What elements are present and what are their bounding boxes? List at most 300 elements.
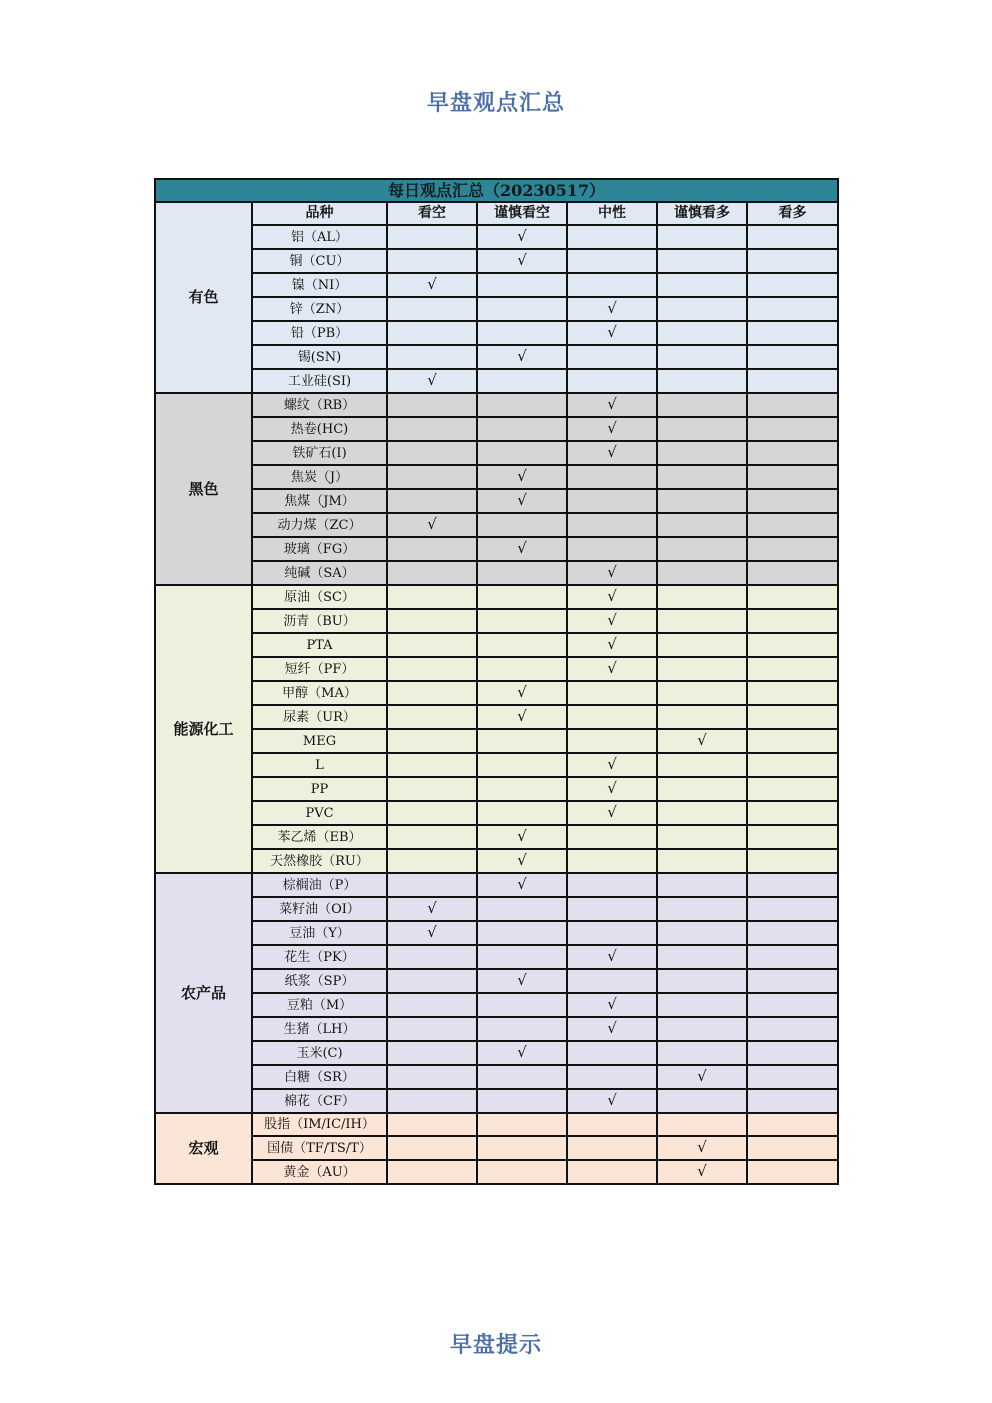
view-cell bbox=[477, 969, 567, 993]
view-cell bbox=[567, 489, 657, 513]
table-row bbox=[155, 1089, 838, 1113]
commodity-name: 焦煤（JM） bbox=[252, 489, 387, 513]
table-row bbox=[155, 321, 838, 345]
check-mark-icon: √ bbox=[607, 779, 617, 797]
view-cell bbox=[657, 921, 747, 945]
commodity-name: 工业硅(SI) bbox=[252, 369, 387, 393]
table-row bbox=[155, 993, 838, 1017]
view-cell bbox=[747, 969, 838, 993]
check-mark-icon: √ bbox=[517, 491, 527, 509]
view-cell bbox=[387, 537, 477, 561]
view-cell bbox=[657, 585, 747, 609]
view-cell bbox=[657, 705, 747, 729]
view-cell bbox=[747, 345, 838, 369]
view-cell bbox=[657, 1041, 747, 1065]
category-cell: 能源化工 bbox=[155, 585, 252, 873]
view-cell bbox=[657, 849, 747, 873]
view-cell bbox=[657, 729, 747, 753]
category-cell: 黑色 bbox=[155, 393, 252, 585]
table-row bbox=[155, 1017, 838, 1041]
column-header: 中性 bbox=[567, 202, 657, 225]
view-cell bbox=[477, 585, 567, 609]
commodity-name: 生猪（LH） bbox=[252, 1017, 387, 1041]
table-row bbox=[155, 1065, 838, 1089]
view-cell bbox=[747, 1065, 838, 1089]
view-cell bbox=[657, 1113, 747, 1136]
commodity-name: 天然橡胶（RU） bbox=[252, 849, 387, 873]
view-cell bbox=[477, 537, 567, 561]
check-mark-icon: √ bbox=[517, 971, 527, 989]
view-cell bbox=[657, 993, 747, 1017]
table-row bbox=[155, 441, 838, 465]
view-cell bbox=[477, 1065, 567, 1089]
view-cell bbox=[567, 369, 657, 393]
table-row bbox=[155, 729, 838, 753]
table-row bbox=[155, 225, 838, 249]
view-cell bbox=[567, 273, 657, 297]
check-mark-icon: √ bbox=[517, 851, 527, 869]
view-cell bbox=[747, 681, 838, 705]
column-header: 谨慎看空 bbox=[477, 202, 567, 225]
view-cell bbox=[657, 1065, 747, 1089]
view-cell bbox=[477, 441, 567, 465]
table-row bbox=[155, 681, 838, 705]
check-mark-icon: √ bbox=[607, 395, 617, 413]
view-cell bbox=[747, 489, 838, 513]
view-cell bbox=[387, 273, 477, 297]
commodity-name: 玻璃（FG） bbox=[252, 537, 387, 561]
commodity-name: 棉花（CF） bbox=[252, 1089, 387, 1113]
commodity-name: 螺纹（RB） bbox=[252, 393, 387, 417]
view-cell bbox=[477, 393, 567, 417]
view-cell bbox=[477, 489, 567, 513]
view-cell bbox=[567, 825, 657, 849]
view-cell bbox=[657, 1160, 747, 1184]
view-cell bbox=[657, 465, 747, 489]
check-mark-icon: √ bbox=[607, 587, 617, 605]
commodity-name: 锌（ZN） bbox=[252, 297, 387, 321]
view-cell bbox=[747, 849, 838, 873]
view-cell bbox=[657, 969, 747, 993]
view-cell bbox=[477, 369, 567, 393]
view-cell bbox=[387, 465, 477, 489]
view-cell bbox=[387, 1041, 477, 1065]
view-cell bbox=[747, 1041, 838, 1065]
view-cell bbox=[477, 225, 567, 249]
view-cell bbox=[567, 1160, 657, 1184]
view-cell bbox=[657, 753, 747, 777]
view-cell bbox=[747, 729, 838, 753]
view-cell bbox=[387, 609, 477, 633]
commodity-name: 国债（TF/TS/T） bbox=[252, 1136, 387, 1160]
view-cell bbox=[657, 369, 747, 393]
view-cell bbox=[657, 273, 747, 297]
check-mark-icon: √ bbox=[697, 1138, 707, 1156]
view-cell bbox=[477, 681, 567, 705]
view-cell bbox=[567, 633, 657, 657]
view-cell bbox=[567, 513, 657, 537]
view-cell bbox=[387, 969, 477, 993]
view-cell bbox=[657, 777, 747, 801]
view-cell bbox=[567, 537, 657, 561]
view-cell bbox=[747, 753, 838, 777]
table-row bbox=[155, 753, 838, 777]
view-cell bbox=[387, 369, 477, 393]
view-cell bbox=[747, 537, 838, 561]
view-cell bbox=[657, 657, 747, 681]
table-row bbox=[155, 777, 838, 801]
table-row bbox=[155, 297, 838, 321]
check-mark-icon: √ bbox=[517, 467, 527, 485]
view-cell bbox=[387, 297, 477, 321]
commodity-name: 锡(SN) bbox=[252, 345, 387, 369]
view-cell bbox=[567, 393, 657, 417]
view-cell bbox=[657, 825, 747, 849]
check-mark-icon: √ bbox=[517, 251, 527, 269]
table-row bbox=[155, 633, 838, 657]
view-cell bbox=[747, 1160, 838, 1184]
view-cell bbox=[747, 1136, 838, 1160]
table-row bbox=[155, 537, 838, 561]
check-mark-icon: √ bbox=[607, 443, 617, 461]
view-cell bbox=[477, 801, 567, 825]
view-cell bbox=[387, 393, 477, 417]
view-cell bbox=[567, 321, 657, 345]
commodity-name: PVC bbox=[252, 801, 387, 825]
table-row bbox=[155, 273, 838, 297]
view-cell bbox=[477, 633, 567, 657]
view-cell bbox=[567, 1065, 657, 1089]
category-cell: 农产品 bbox=[155, 873, 252, 1113]
view-cell bbox=[567, 777, 657, 801]
view-cell bbox=[387, 417, 477, 441]
view-cell bbox=[387, 249, 477, 273]
commodity-name: PTA bbox=[252, 633, 387, 657]
view-cell bbox=[477, 345, 567, 369]
table-row bbox=[155, 249, 838, 273]
view-cell bbox=[747, 777, 838, 801]
view-cell bbox=[477, 657, 567, 681]
view-cell bbox=[567, 561, 657, 585]
view-cell bbox=[477, 273, 567, 297]
table-row bbox=[155, 825, 838, 849]
view-cell bbox=[657, 1089, 747, 1113]
table-row bbox=[155, 489, 838, 513]
view-cell bbox=[477, 921, 567, 945]
view-cell bbox=[387, 513, 477, 537]
view-cell bbox=[477, 561, 567, 585]
check-mark-icon: √ bbox=[607, 947, 617, 965]
view-cell bbox=[657, 537, 747, 561]
view-cell bbox=[567, 345, 657, 369]
check-mark-icon: √ bbox=[427, 515, 437, 533]
table-row bbox=[155, 897, 838, 921]
view-cell bbox=[657, 441, 747, 465]
header-row bbox=[155, 202, 838, 225]
view-cell bbox=[477, 849, 567, 873]
view-cell bbox=[657, 513, 747, 537]
view-cell bbox=[477, 249, 567, 273]
view-cell bbox=[477, 513, 567, 537]
view-cell bbox=[747, 249, 838, 273]
commodity-name: 豆油（Y） bbox=[252, 921, 387, 945]
view-cell bbox=[567, 729, 657, 753]
view-cell bbox=[477, 993, 567, 1017]
commodity-name: 豆粕（M） bbox=[252, 993, 387, 1017]
table-row bbox=[155, 1113, 838, 1136]
view-cell bbox=[747, 1017, 838, 1041]
check-mark-icon: √ bbox=[607, 419, 617, 437]
view-cell bbox=[477, 609, 567, 633]
page-title: 早盘观点汇总 bbox=[426, 91, 565, 116]
view-cell bbox=[477, 825, 567, 849]
view-cell bbox=[567, 441, 657, 465]
check-mark-icon: √ bbox=[607, 803, 617, 821]
view-cell bbox=[387, 441, 477, 465]
table-title: 每日观点汇总（20230517） bbox=[155, 179, 838, 202]
view-cell bbox=[657, 945, 747, 969]
commodity-name: 苯乙烯（EB） bbox=[252, 825, 387, 849]
commodity-name: 玉米(C) bbox=[252, 1041, 387, 1065]
view-cell bbox=[387, 945, 477, 969]
check-mark-icon: √ bbox=[607, 995, 617, 1013]
view-cell bbox=[747, 705, 838, 729]
view-cell bbox=[657, 417, 747, 441]
commodity-name: 股指（IM/IC/IH） bbox=[252, 1113, 387, 1136]
check-mark-icon: √ bbox=[427, 923, 437, 941]
view-cell bbox=[387, 1160, 477, 1184]
view-cell bbox=[657, 297, 747, 321]
view-cell bbox=[387, 321, 477, 345]
view-cell bbox=[657, 225, 747, 249]
table-row bbox=[155, 465, 838, 489]
daily-view-summary-table bbox=[154, 178, 839, 1185]
view-cell bbox=[387, 1089, 477, 1113]
view-cell bbox=[747, 417, 838, 441]
table-row bbox=[155, 393, 838, 417]
section-title: 早盘提示 bbox=[449, 1333, 542, 1358]
view-cell bbox=[387, 897, 477, 921]
view-cell bbox=[567, 1113, 657, 1136]
check-mark-icon: √ bbox=[517, 539, 527, 557]
commodity-name: 甲醇（MA） bbox=[252, 681, 387, 705]
view-cell bbox=[747, 993, 838, 1017]
view-cell bbox=[747, 657, 838, 681]
view-cell bbox=[747, 825, 838, 849]
view-cell bbox=[567, 897, 657, 921]
table-row bbox=[155, 1041, 838, 1065]
view-cell bbox=[567, 993, 657, 1017]
commodity-name: 原油（SC） bbox=[252, 585, 387, 609]
view-cell bbox=[747, 561, 838, 585]
commodity-name: 铁矿石(I) bbox=[252, 441, 387, 465]
view-cell bbox=[747, 465, 838, 489]
view-cell bbox=[387, 633, 477, 657]
view-cell bbox=[747, 441, 838, 465]
category-cell: 宏观 bbox=[155, 1113, 252, 1184]
view-cell bbox=[477, 777, 567, 801]
check-mark-icon: √ bbox=[517, 1043, 527, 1061]
view-cell bbox=[657, 1017, 747, 1041]
view-cell bbox=[747, 297, 838, 321]
table-row bbox=[155, 657, 838, 681]
commodity-name: 短纤（PF） bbox=[252, 657, 387, 681]
commodity-name: 菜籽油（OI） bbox=[252, 897, 387, 921]
table-row bbox=[155, 1136, 838, 1160]
view-cell bbox=[657, 561, 747, 585]
view-cell bbox=[567, 585, 657, 609]
table-row bbox=[155, 345, 838, 369]
table-row bbox=[155, 849, 838, 873]
view-cell bbox=[387, 225, 477, 249]
view-cell bbox=[387, 345, 477, 369]
view-cell bbox=[387, 1136, 477, 1160]
view-cell bbox=[747, 369, 838, 393]
table-body bbox=[155, 202, 838, 1184]
view-cell bbox=[567, 801, 657, 825]
view-cell bbox=[747, 633, 838, 657]
commodity-name: 白糖（SR） bbox=[252, 1065, 387, 1089]
view-cell bbox=[387, 489, 477, 513]
category-cell: 有色 bbox=[155, 202, 252, 393]
view-cell bbox=[387, 993, 477, 1017]
view-cell bbox=[567, 873, 657, 897]
view-cell bbox=[747, 801, 838, 825]
check-mark-icon: √ bbox=[607, 299, 617, 317]
view-cell bbox=[657, 321, 747, 345]
column-header: 品种 bbox=[252, 202, 387, 225]
view-cell bbox=[477, 729, 567, 753]
view-cell bbox=[567, 225, 657, 249]
view-cell bbox=[387, 705, 477, 729]
view-cell bbox=[657, 897, 747, 921]
view-cell bbox=[657, 801, 747, 825]
table-row bbox=[155, 921, 838, 945]
view-cell bbox=[657, 873, 747, 897]
view-cell bbox=[477, 1136, 567, 1160]
check-mark-icon: √ bbox=[607, 1091, 617, 1109]
commodity-name: 铜（CU） bbox=[252, 249, 387, 273]
check-mark-icon: √ bbox=[607, 563, 617, 581]
commodity-name: 纯碱（SA） bbox=[252, 561, 387, 585]
view-cell bbox=[477, 705, 567, 729]
view-cell bbox=[387, 753, 477, 777]
table-row bbox=[155, 369, 838, 393]
view-cell bbox=[657, 345, 747, 369]
check-mark-icon: √ bbox=[427, 275, 437, 293]
commodity-name: 棕榈油（P） bbox=[252, 873, 387, 897]
column-header: 谨慎看多 bbox=[657, 202, 747, 225]
view-cell bbox=[477, 1089, 567, 1113]
view-cell bbox=[657, 633, 747, 657]
view-cell bbox=[387, 1065, 477, 1089]
check-mark-icon: √ bbox=[427, 371, 437, 389]
view-cell bbox=[387, 801, 477, 825]
view-cell bbox=[387, 873, 477, 897]
view-cell bbox=[387, 1017, 477, 1041]
table-row bbox=[155, 969, 838, 993]
commodity-name: 焦炭（J） bbox=[252, 465, 387, 489]
check-mark-icon: √ bbox=[517, 347, 527, 365]
commodity-name: PP bbox=[252, 777, 387, 801]
check-mark-icon: √ bbox=[607, 755, 617, 773]
view-cell bbox=[567, 249, 657, 273]
view-cell bbox=[657, 489, 747, 513]
commodity-name: 花生（PK） bbox=[252, 945, 387, 969]
check-mark-icon: √ bbox=[607, 1019, 617, 1037]
view-cell bbox=[477, 1017, 567, 1041]
view-cell bbox=[747, 873, 838, 897]
check-mark-icon: √ bbox=[517, 875, 527, 893]
view-cell bbox=[747, 1089, 838, 1113]
commodity-name: 尿素（UR） bbox=[252, 705, 387, 729]
view-cell bbox=[387, 1113, 477, 1136]
view-cell bbox=[657, 681, 747, 705]
view-cell bbox=[387, 681, 477, 705]
view-cell bbox=[567, 753, 657, 777]
view-cell bbox=[477, 417, 567, 441]
view-cell bbox=[387, 777, 477, 801]
view-cell bbox=[747, 321, 838, 345]
view-cell bbox=[387, 849, 477, 873]
view-cell bbox=[747, 921, 838, 945]
view-cell bbox=[477, 945, 567, 969]
check-mark-icon: √ bbox=[607, 635, 617, 653]
view-cell bbox=[387, 585, 477, 609]
view-cell bbox=[567, 681, 657, 705]
view-cell bbox=[387, 561, 477, 585]
check-mark-icon: √ bbox=[427, 899, 437, 917]
view-cell bbox=[567, 609, 657, 633]
view-cell bbox=[387, 729, 477, 753]
view-cell bbox=[747, 393, 838, 417]
view-cell bbox=[477, 753, 567, 777]
view-cell bbox=[567, 945, 657, 969]
view-cell bbox=[747, 273, 838, 297]
table-row bbox=[155, 561, 838, 585]
view-cell bbox=[567, 465, 657, 489]
view-cell bbox=[657, 393, 747, 417]
view-cell bbox=[477, 465, 567, 489]
check-mark-icon: √ bbox=[697, 1162, 707, 1180]
table-row bbox=[155, 801, 838, 825]
view-cell bbox=[747, 945, 838, 969]
table-row bbox=[155, 1160, 838, 1184]
check-mark-icon: √ bbox=[517, 707, 527, 725]
view-cell bbox=[567, 705, 657, 729]
view-cell bbox=[567, 849, 657, 873]
check-mark-icon: √ bbox=[607, 611, 617, 629]
table-row bbox=[155, 609, 838, 633]
check-mark-icon: √ bbox=[607, 659, 617, 677]
view-cell bbox=[567, 1136, 657, 1160]
table-row bbox=[155, 513, 838, 537]
check-mark-icon: √ bbox=[697, 1067, 707, 1085]
view-cell bbox=[747, 609, 838, 633]
view-cell bbox=[477, 1160, 567, 1184]
view-cell bbox=[387, 825, 477, 849]
commodity-name: 铅（PB） bbox=[252, 321, 387, 345]
view-cell bbox=[747, 585, 838, 609]
check-mark-icon: √ bbox=[697, 731, 707, 749]
view-cell bbox=[477, 873, 567, 897]
commodity-name: 镍（NI） bbox=[252, 273, 387, 297]
view-cell bbox=[747, 1113, 838, 1136]
table-row bbox=[155, 585, 838, 609]
view-cell bbox=[567, 297, 657, 321]
view-cell bbox=[747, 225, 838, 249]
view-cell bbox=[747, 513, 838, 537]
